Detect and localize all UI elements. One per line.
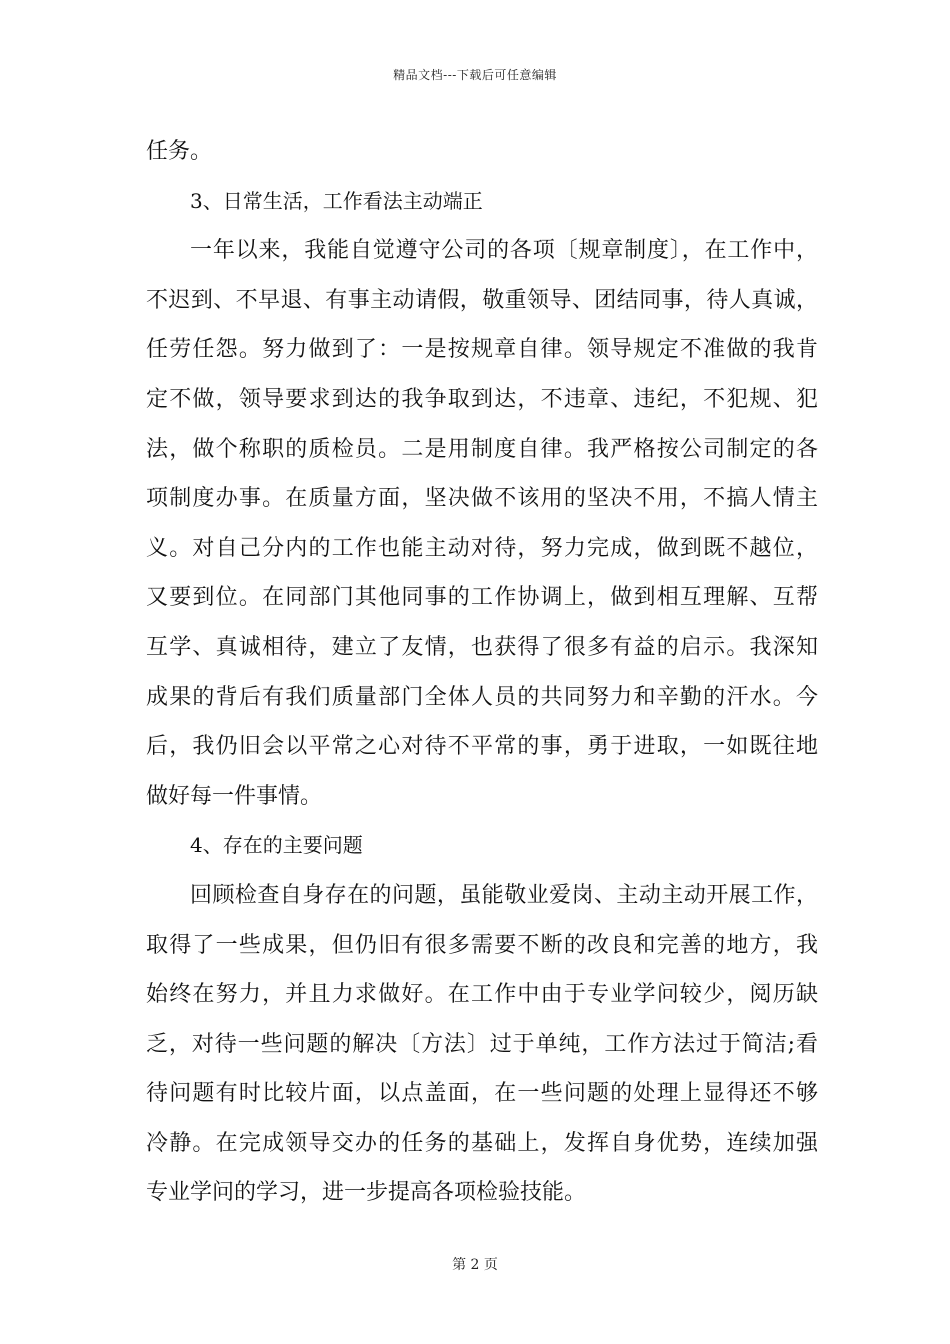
- section-heading: 3、日常生活，工作看法主动端正: [190, 188, 483, 213]
- text-line: 又要到位。在同部门其他同事的工作协调上，做到相互理解、互帮: [146, 585, 818, 611]
- text-line: 法，做个称职的质检员。二是用制度自律。我严格按公司制定的各: [146, 436, 818, 462]
- text-line: 一年以来，我能自觉遵守公司的各项〔规章制度〕，在工作中，: [190, 238, 818, 264]
- text-line: 不迟到、不早退、有事主动请假，敬重领导、团结同事，待人真诚，: [146, 287, 818, 313]
- text-line: 乏，对待一些问题的解决〔方法〕过于单纯，工作方法过于简洁;看: [146, 1031, 818, 1057]
- text-line: 定不做，领导要求到达的我争取到达，不违章、违纪，不犯规、犯: [146, 386, 818, 412]
- text-line: 互学、真诚相待，建立了友情，也获得了很多有益的启示。我深知: [146, 634, 818, 660]
- text-line: 待问题有时比较片面，以点盖面，在一些问题的处理上显得还不够: [146, 1081, 818, 1107]
- text-line: 任务。: [146, 139, 213, 164]
- text-line: 始终在努力，并且力求做好。在工作中由于专业学问较少，阅历缺: [146, 982, 818, 1008]
- text-line: 做好每一件事情。: [146, 783, 323, 809]
- text-line: 后，我仍旧会以平常之心对待不平常的事，勇于进取，一如既往地: [146, 734, 818, 760]
- section-heading: 4、存在的主要问题: [190, 833, 363, 858]
- document-body: [146, 127, 818, 1218]
- text-line: 项制度办事。在质量方面，坚决做不该用的坚决不用，不搞人情主: [146, 486, 818, 512]
- text-line: 义。对自己分内的工作也能主动对待，努力完成，做到既不越位，: [146, 535, 818, 561]
- page-number: 第 2 页: [452, 1257, 498, 1273]
- text-line: 回顾检查自身存在的问题，虽能敬业爱岗、主动主动开展工作，: [190, 882, 818, 908]
- text-line: 成果的背后有我们质量部门全体人员的共同努力和辛勤的汗水。今: [146, 684, 818, 710]
- text-line: 专业学问的学习，进一步提高各项检验技能。: [146, 1180, 587, 1206]
- text-line: 冷静。在完成领导交办的任务的基础上，发挥自身优势，连续加强: [146, 1130, 818, 1156]
- text-line: 任劳任怨。努力做到了：一是按规章自律。领导规定不准做的我肯: [146, 337, 818, 363]
- text-line: 取得了一些成果，但仍旧有很多需要不断的改良和完善的地方，我: [146, 932, 818, 958]
- page-header: 精品文档---下载后可任意编辑: [393, 68, 557, 82]
